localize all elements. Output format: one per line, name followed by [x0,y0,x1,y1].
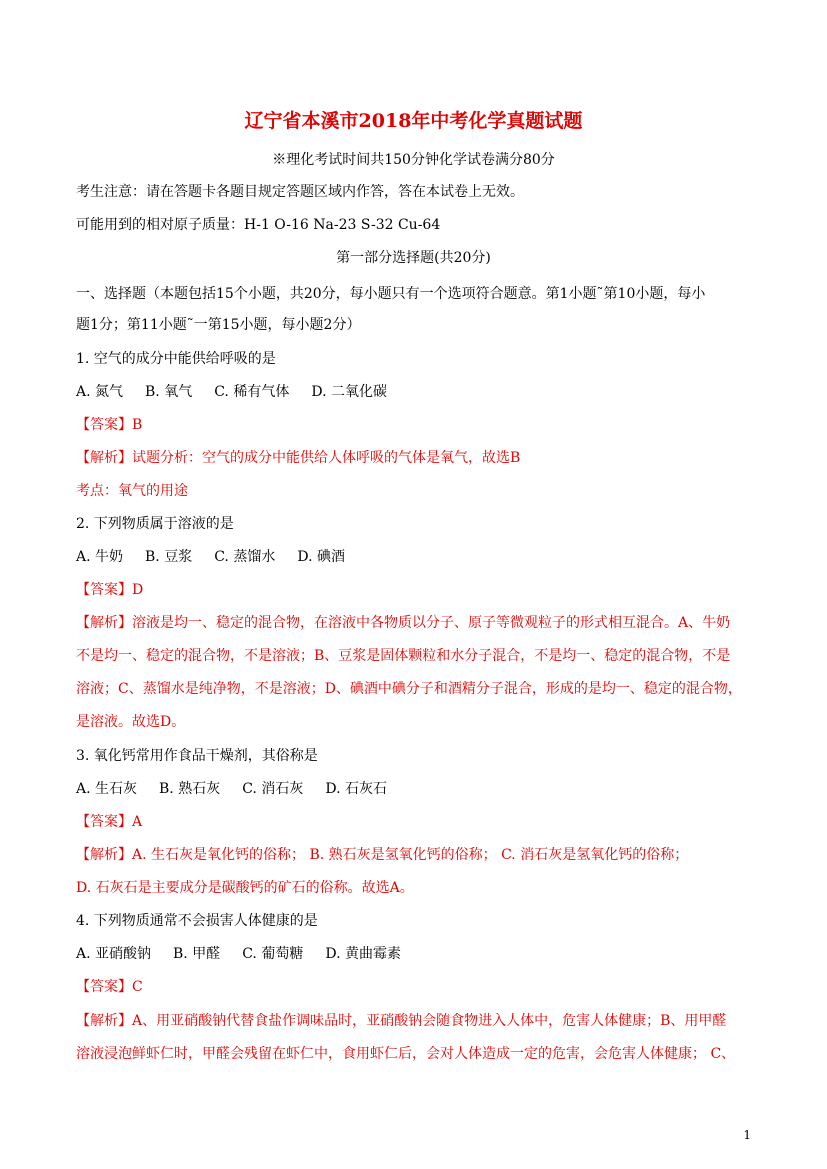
instructions-line-2: 题1分；第11小题˜一第15小题，每小题2分） [76,317,361,333]
question-2-option-c: C. 蒸馏水 [214,549,276,565]
question-2-option-d: D. 碘酒 [297,549,345,565]
question-2-answer: 【答案】D [76,582,144,598]
question-2-stem: 2. 下列物质属于溶液的是 [76,516,234,532]
question-3-analysis-line-2: D. 石灰石是主要成分是碳酸钙的矿石的俗称。故选A。 [76,880,414,896]
question-3-option-b: B. 熟石灰 [159,781,221,797]
question-1-analysis: 【解析】试题分析：空气的成分中能供给人体呼吸的气体是氧气，故选B [76,450,521,466]
question-3-option-c: C. 消石灰 [242,781,304,797]
question-3-stem: 3. 氧化钙常用作食品干燥剂，其俗称是 [76,748,318,764]
question-4-stem: 4. 下列物质通常不会损害人体健康的是 [76,913,318,929]
question-3-analysis-line-1: 【解析】A. 生石灰是氧化钙的俗称； B. 熟石灰是氢氧化钙的俗称； C. 消石灰是氢氧化钙的俗称； [76,847,689,863]
question-2-analysis-line-3: 溶液；C、蒸馏水是纯净物，不是溶液；D、碘酒中碘分子和酒精分子混合，形成的是均一、稳定的混合物， [76,681,742,697]
instructions-line-1: 一、选择题（本题包括15个小题，共20分，每小题只有一个选项符合题意。第1小题˜第10小题，每小 [76,286,706,302]
question-1-option-a: A. 氮气 [76,384,124,400]
question-4-option-d: D. 黄曲霉素 [325,946,401,962]
question-1-options [76,381,756,403]
question-1-option-b: B. 氧气 [145,384,193,400]
question-3-options [76,778,756,800]
question-4-option-b: B. 甲醛 [173,946,221,962]
question-2-options [76,546,756,568]
question-2-option-a: A. 牛奶 [76,549,124,565]
exam-subtitle: ※理化考试时间共150分钟化学试卷满分80分 [272,152,555,168]
question-2-analysis-line-2: 不是均一、稳定的混合物，不是溶液；B、豆浆是固体颗粒和水分子混合，不是均一、稳定的混合物，不是 [76,648,731,664]
question-4-analysis-line-2: 溶液浸泡鲜虾仁时，甲醛会残留在虾仁中，食用虾仁后，会对人体造成一定的危害，会危害人体健康； C、 [76,1046,736,1062]
page-number: 1 [743,1128,751,1142]
question-3-option-a: A. 生石灰 [76,781,138,797]
question-2-analysis-line-1: 【解析】溶液是均一、稳定的混合物，在溶液中各物质以分子、原子等微观粒子的形式相互混合。A、牛奶 [76,615,731,631]
question-4-option-c: C. 葡萄糖 [242,946,304,962]
question-3-option-d: D. 石灰石 [325,781,387,797]
question-2-option-b: B. 豆浆 [145,549,193,565]
question-1-option-d: D. 二氧化碳 [311,384,387,400]
question-4-analysis-line-1: 【解析】A、用亚硝酸钠代替食盐作调味品时，亚硝酸钠会随食物进入人体中，危害人体健康；B、用甲醛 [76,1013,727,1029]
question-4-option-a: A. 亚硝酸钠 [76,946,152,962]
question-4-options [76,943,756,965]
question-3-answer: 【答案】A [76,814,143,830]
question-1-stem: 1. 空气的成分中能供给呼吸的是 [76,351,276,367]
exam-notice: 考生注意：请在答题卡各题目规定答题区域内作答，答在本试卷上无效。 [76,184,524,200]
atomic-masses: 可能用到的相对原子质量：H-1 O-16 Na-23 S-32 Cu-64 [76,217,441,233]
question-4-answer: 【答案】C [76,979,143,995]
question-2-analysis-line-4: 是溶液。故选D。 [76,714,186,730]
question-1-point: 考点：氧气的用途 [76,483,188,499]
question-1-option-c: C. 稀有气体 [214,384,290,400]
document-title: 辽宁省本溪市2018年中考化学真题试题 [244,110,583,132]
part-title: 第一部分选择题(共20分) [336,250,491,266]
question-1-answer: 【答案】B [76,417,143,433]
